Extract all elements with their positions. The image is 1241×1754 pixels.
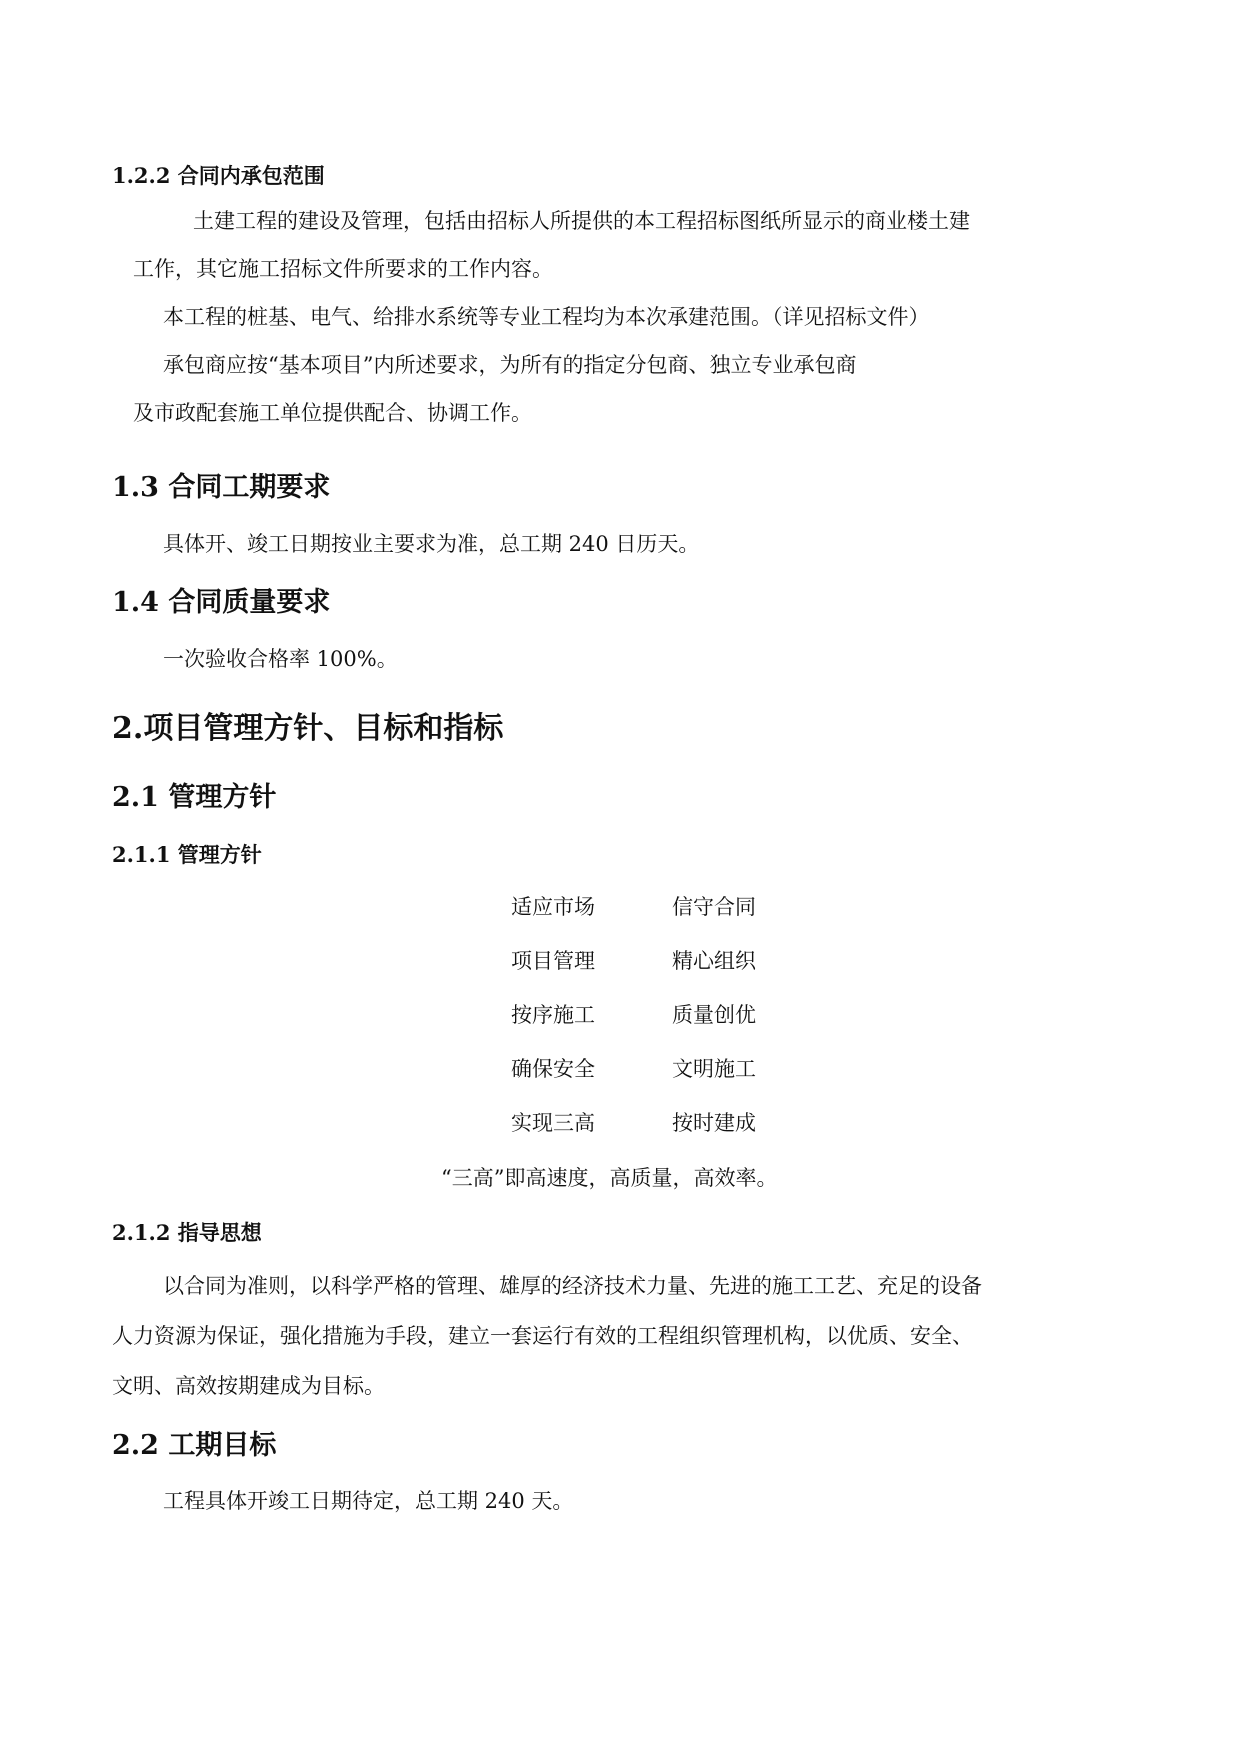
motto-left-4: 确保安全: [511, 1057, 595, 1081]
section-heading-2-1-1: 2.1.1 管理方针: [112, 842, 262, 867]
paragraph-guiding-line-2: 人力资源为保证，强化措施为手段，建立一套运行有效的工程组织管理机构，以优质、安全、: [112, 1324, 973, 1348]
motto-left-5: 实现三高: [511, 1111, 595, 1135]
paragraph-guiding-line-1: 以合同为准则，以科学严格的管理、雄厚的经济技术力量、先进的施工工艺、充足的设备: [163, 1274, 982, 1298]
motto-right-1: 信守合同: [672, 895, 756, 919]
section-heading-2-2: 2.2 工期目标: [112, 1430, 277, 1461]
section-heading-1-4: 1.4 合同质量要求: [112, 587, 331, 618]
motto-right-5: 按时建成: [672, 1111, 756, 1135]
paragraph-contract-period: 具体开、竣工日期按业主要求为准，总工期 240 日历天。: [163, 532, 700, 556]
motto-right-2: 精心组织: [672, 949, 756, 973]
motto-left-1: 适应市场: [511, 895, 595, 919]
motto-right-4: 文明施工: [672, 1057, 756, 1081]
chapter-heading-2: 2.项目管理方针、目标和指标: [112, 711, 504, 746]
paragraph-contractor-line-1: 承包商应按“基本项目”内所述要求，为所有的指定分包商、独立专业承包商: [163, 353, 857, 377]
paragraph-scope-line-1: 土建工程的建设及管理，包括由招标人所提供的本工程招标图纸所显示的商业楼土建: [193, 209, 970, 233]
motto-note: “三高”即高速度，高质量，高效率。: [441, 1166, 778, 1190]
paragraph-specialty-works: 本工程的桩基、电气、给排水系统等专业工程均为本次承建范围。（详见招标文件）: [163, 305, 930, 329]
paragraph-schedule-target: 工程具体开竣工日期待定，总工期 240 天。: [163, 1489, 574, 1513]
motto-left-2: 项目管理: [511, 949, 595, 973]
motto-right-3: 质量创优: [672, 1003, 756, 1027]
motto-left-3: 按序施工: [511, 1003, 595, 1027]
paragraph-contractor-line-2: 及市政配套施工单位提供配合、协调工作。: [133, 401, 532, 425]
section-heading-1-2-2: 1.2.2 合同内承包范围: [112, 163, 325, 188]
section-heading-2-1: 2.1 管理方针: [112, 782, 277, 813]
section-heading-2-1-2: 2.1.2 指导思想: [112, 1220, 262, 1245]
section-heading-1-3: 1.3 合同工期要求: [112, 472, 331, 503]
paragraph-quality-requirement: 一次验收合格率 100%。: [163, 647, 398, 671]
paragraph-scope-line-2: 工作，其它施工招标文件所要求的工作内容。: [133, 257, 553, 281]
paragraph-guiding-line-3: 文明、高效按期建成为目标。: [112, 1374, 385, 1398]
